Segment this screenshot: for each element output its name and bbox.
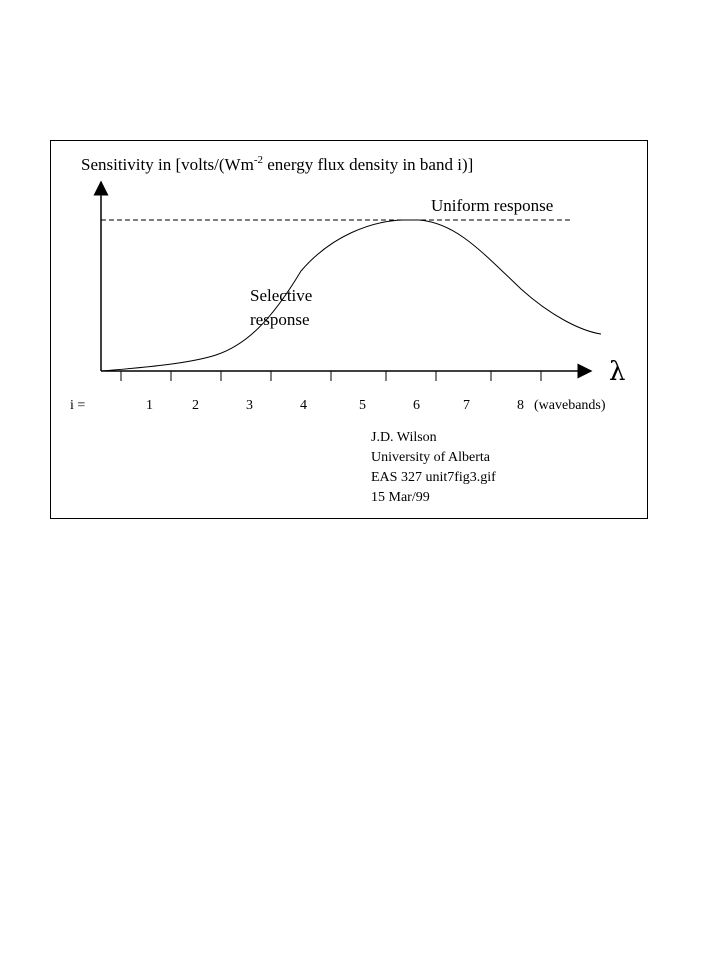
band-label-6: 6 <box>413 398 420 413</box>
credit-line-3: EAS 327 unit7fig3.gif <box>371 470 496 485</box>
band-label-3: 3 <box>246 398 253 413</box>
band-prefix: i = <box>70 398 86 413</box>
y-axis-label: Sensitivity in [$volts/(Wm^{-2}$ energy flux density in band i)] <box>81 154 474 174</box>
band-label-5: 5 <box>359 398 366 413</box>
x-axis-ticks <box>121 371 541 381</box>
band-label-2: 2 <box>192 398 199 413</box>
credit-line-4: 15 Mar/99 <box>371 490 430 505</box>
lambda-symbol: λ <box>609 357 626 387</box>
uniform-response-label: Uniform response <box>431 196 554 215</box>
band-unit-label: (wavebands) <box>534 398 606 413</box>
band-label-8: 8 <box>517 398 524 413</box>
credit-line-2: University of Alberta <box>371 450 490 465</box>
band-label-7: 7 <box>463 398 470 413</box>
selective-response-label-line1: Selective <box>250 286 313 305</box>
figure-frame <box>50 140 648 519</box>
diagram-svg <box>51 141 649 520</box>
band-label-1: 1 <box>146 398 153 413</box>
selective-response-label-line2: response <box>250 310 310 329</box>
credit-line-1: J.D. Wilson <box>371 430 437 445</box>
selective-response-curve <box>101 220 601 371</box>
band-label-4: 4 <box>300 398 307 413</box>
